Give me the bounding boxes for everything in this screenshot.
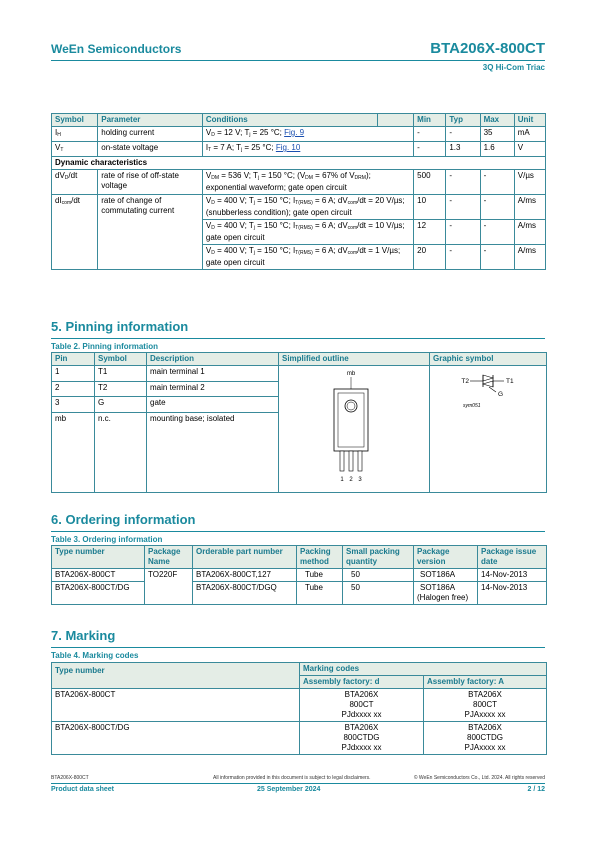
- max-cell: 1.6: [480, 142, 514, 157]
- table-row: [52, 582, 547, 605]
- triac-symbol-drawing: [430, 366, 547, 492]
- part-number: BTA206X-800CT: [430, 40, 545, 57]
- col-package: Package Name: [145, 546, 193, 569]
- col-symbol: Symbol: [95, 353, 147, 366]
- fig-link[interactable]: Fig. 9: [284, 128, 305, 137]
- group-row: [52, 157, 546, 170]
- description-cell: main terminal 1: [147, 366, 279, 382]
- marking-line: 800CTDG: [467, 733, 504, 742]
- marking-line: PJAxxxx xx: [464, 743, 506, 752]
- marking-caption: Table 4. Marking codes: [51, 651, 139, 660]
- ordering-table: [51, 545, 547, 605]
- col-type: Type number: [52, 546, 145, 569]
- package-cell: TO220F: [145, 569, 193, 605]
- packing-cell: Tube: [297, 569, 343, 582]
- pinning-caption: Table 2. Pinning information: [51, 342, 158, 351]
- min-cell: -: [414, 142, 446, 157]
- marking-a-cell: [424, 689, 547, 722]
- col-description: Description: [147, 353, 279, 366]
- symbol-cell: $V_T$: [52, 142, 98, 157]
- version-cell: [414, 582, 478, 605]
- marking-divider: [51, 647, 545, 648]
- version-text: SOT186A: [420, 583, 456, 592]
- quantity-cell: 50: [343, 582, 414, 605]
- characteristics-table: [51, 113, 546, 270]
- col-date: Package issue date: [478, 546, 547, 569]
- min-cell: -: [414, 127, 446, 142]
- quantity-cell: 50: [343, 569, 414, 582]
- typ-cell: -: [446, 127, 480, 142]
- marking-title: 7. Marking: [51, 628, 116, 643]
- ordering-title: 6. Ordering information: [51, 512, 196, 527]
- conditions-cell: $V_{DM} = 536$ V; $T_j = 150$ °C; ($V_{DM} = 67\%$ of $V_{DRM}$); exponential waveform; gate open circuit: [202, 170, 413, 195]
- ordering-header-row: [52, 546, 547, 569]
- date-cell: 14-Nov-2013: [478, 582, 547, 605]
- g-label: G: [498, 391, 504, 398]
- conditions-cell: $V_D = 400$ V; $T_j = 150$ °C; $I_{T(RMS)} = 6$ A; $dV_{com}/dt = 10$ V/µs; gate open circuit: [202, 220, 413, 245]
- header-divider: [51, 60, 545, 61]
- table-row: [52, 569, 547, 582]
- part-subtitle: 3Q Hi-Com Triac: [482, 63, 545, 72]
- col-pin: Pin: [52, 353, 95, 366]
- fig-link[interactable]: Fig. 10: [275, 143, 301, 152]
- marking-line: PJdxxxx xx: [341, 743, 382, 752]
- typ-cell: -: [446, 170, 480, 195]
- date-cell: 14-Nov-2013: [478, 569, 547, 582]
- symbol-cell: $I_H$: [52, 127, 98, 142]
- footer-doc-id: BTA206X-800CT: [51, 775, 89, 781]
- col-orderable: Orderable part number: [193, 546, 297, 569]
- conditions-cell: $V_D = 12$ V; $T_j = 25$ °C; Fig. 9: [202, 127, 413, 142]
- orderable-cell: BTA206X-800CT,127: [193, 569, 297, 582]
- type-cell: BTA206X-800CT: [52, 689, 300, 722]
- marking-line: BTA206X: [468, 723, 502, 732]
- symbol-code: sym051: [463, 403, 481, 409]
- footer-divider: [51, 783, 545, 784]
- symbol-cell: $dV_D/dt$: [52, 170, 98, 195]
- col-min: Min: [414, 114, 446, 127]
- marking-a-cell: [424, 722, 547, 755]
- table-row: [52, 195, 546, 220]
- max-cell: -: [480, 245, 514, 270]
- max-cell: 35: [480, 127, 514, 142]
- parameter-cell: rate of rise of off-state voltage: [98, 170, 203, 195]
- marking-header-row: [52, 663, 547, 676]
- marking-line: 800CTDG: [343, 733, 380, 742]
- pin-cell: 2: [52, 381, 95, 397]
- pin-label-1: 1: [340, 477, 344, 483]
- description-cell: mounting base; isolated: [147, 413, 279, 493]
- max-cell: -: [480, 195, 514, 220]
- pin-label-3: 3: [358, 477, 362, 483]
- parameter-cell: holding current: [98, 127, 203, 142]
- col-unit: Unit: [514, 114, 545, 127]
- description-cell: gate: [147, 397, 279, 413]
- t1-label: T1: [506, 378, 514, 385]
- lead-1: [340, 451, 344, 471]
- pin-label-2: 2: [349, 477, 353, 483]
- table-row: [52, 366, 547, 382]
- symbol-cell: G: [95, 397, 147, 413]
- min-cell: 12: [414, 220, 446, 245]
- package-body: [334, 389, 368, 451]
- col-quantity: Small packing quantity: [343, 546, 414, 569]
- characteristics-header-row: [52, 114, 546, 127]
- ordering-divider: [51, 531, 545, 532]
- col-type: Type number: [52, 663, 300, 689]
- marking-d-cell: [300, 689, 424, 722]
- min-cell: 10: [414, 195, 446, 220]
- col-outline: Simplified outline: [279, 353, 430, 366]
- orderable-cell: BTA206X-800CT/DGQ: [193, 582, 297, 605]
- min-cell: 500: [414, 170, 446, 195]
- pinning-divider: [51, 338, 545, 339]
- conditions-cell: $V_D = 400$ V; $T_j = 150$ °C; $I_{T(RMS)} = 6$ A; $dV_{com}/dt = 1$ V/µs; gate open circuit: [202, 245, 413, 270]
- typ-cell: 1.3: [446, 142, 480, 157]
- conditions-cell: $V_D = 400$ V; $T_j = 150$ °C; $I_{T(RMS)} = 6$ A; $dV_{com}/dt = 20$ V/µs; (snubberless condition); gate open circuit: [202, 195, 413, 220]
- pinning-header-row: [52, 353, 547, 366]
- table-row: [52, 722, 547, 755]
- col-version: Package version: [414, 546, 478, 569]
- packing-cell: Tube: [297, 582, 343, 605]
- typ-cell: -: [446, 245, 480, 270]
- marking-line: BTA206X: [344, 690, 379, 699]
- unit-cell: A/ms: [514, 195, 545, 220]
- package-outline-drawing: [279, 366, 430, 492]
- marking-line: BTA206X: [344, 723, 379, 732]
- unit-cell: V/µs: [514, 170, 545, 195]
- unit-cell: A/ms: [514, 220, 545, 245]
- unit-cell: mA: [514, 127, 545, 142]
- max-cell: -: [480, 170, 514, 195]
- pinning-title: 5. Pinning information: [51, 319, 189, 334]
- typ-cell: -: [446, 195, 480, 220]
- pin-cell: 1: [52, 366, 95, 382]
- table-row: [52, 127, 546, 142]
- col-factory-d: Assembly factory: d: [300, 676, 424, 689]
- type-cell: BTA206X-800CT/DG: [52, 582, 145, 605]
- col-blank: [377, 114, 413, 127]
- parameter-cell: on-state voltage: [98, 142, 203, 157]
- outline-cell: [279, 366, 430, 493]
- col-graphic: Graphic symbol: [430, 353, 547, 366]
- marking-line: 800CT: [349, 700, 374, 709]
- col-marking-codes: Marking codes: [300, 663, 547, 676]
- col-max: Max: [480, 114, 514, 127]
- parameter-cell: rate of change of commutating current: [98, 195, 203, 270]
- footer-disclaimer: All information provided in this document is subject to legal disclaimers.: [213, 775, 371, 781]
- ordering-caption: Table 3. Ordering information: [51, 535, 163, 544]
- footer-copyright: © WeEn Semiconductors Co., Ltd. 2024. All rights reserved: [413, 775, 545, 781]
- col-typ: Typ: [446, 114, 480, 127]
- triac-diode-a: [483, 375, 493, 381]
- marking-table: [51, 662, 547, 755]
- table-row: [52, 689, 547, 722]
- marking-d-cell: [300, 722, 424, 755]
- gate-wire: [489, 387, 496, 392]
- pin-cell: 3: [52, 397, 95, 413]
- min-cell: 20: [414, 245, 446, 270]
- marking-line: 800CT: [473, 700, 498, 709]
- symbol-cell: $dI_{com}/dt$: [52, 195, 98, 270]
- max-cell: -: [480, 220, 514, 245]
- lead-3: [358, 451, 362, 471]
- company-name: WeEn Semiconductors: [51, 42, 182, 56]
- col-conditions: Conditions: [202, 114, 377, 127]
- mb-label: mb: [346, 371, 356, 377]
- page-number: 2 / 12: [527, 786, 545, 793]
- triac-diode-b: [483, 381, 493, 387]
- table-row: [52, 142, 546, 157]
- symbol-cell: n.c.: [95, 413, 147, 493]
- footer-doc-type: Product data sheet: [51, 786, 115, 793]
- unit-cell: V: [514, 142, 545, 157]
- symbol-cell: T1: [95, 366, 147, 382]
- lead-2: [349, 451, 353, 471]
- group-label: Dynamic characteristics: [52, 157, 546, 170]
- pinning-table: [51, 352, 547, 493]
- conditions-cell: $I_T = 7$ A; $T_j = 25$ °C; Fig. 10: [202, 142, 413, 157]
- marking-line: BTA206X: [468, 690, 502, 699]
- col-packing: Packing method: [297, 546, 343, 569]
- graphic-symbol-cell: [430, 366, 547, 493]
- version-note: (Halogen free): [417, 593, 469, 602]
- marking-line: PJdxxxx xx: [341, 710, 382, 719]
- type-cell: BTA206X-800CT/DG: [52, 722, 300, 755]
- version-cell: SOT186A: [414, 569, 478, 582]
- col-factory-a: Assembly factory: A: [424, 676, 547, 689]
- type-cell: BTA206X-800CT: [52, 569, 145, 582]
- symbol-cell: T2: [95, 381, 147, 397]
- table-row: [52, 170, 546, 195]
- pin-cell: mb: [52, 413, 95, 493]
- col-parameter: Parameter: [98, 114, 203, 127]
- col-symbol: Symbol: [52, 114, 98, 127]
- footer-date: 25 September 2024: [257, 786, 321, 793]
- unit-cell: A/ms: [514, 245, 545, 270]
- description-cell: main terminal 2: [147, 381, 279, 397]
- marking-line: PJAxxxx xx: [464, 710, 506, 719]
- typ-cell: -: [446, 220, 480, 245]
- t2-label: T2: [461, 378, 469, 385]
